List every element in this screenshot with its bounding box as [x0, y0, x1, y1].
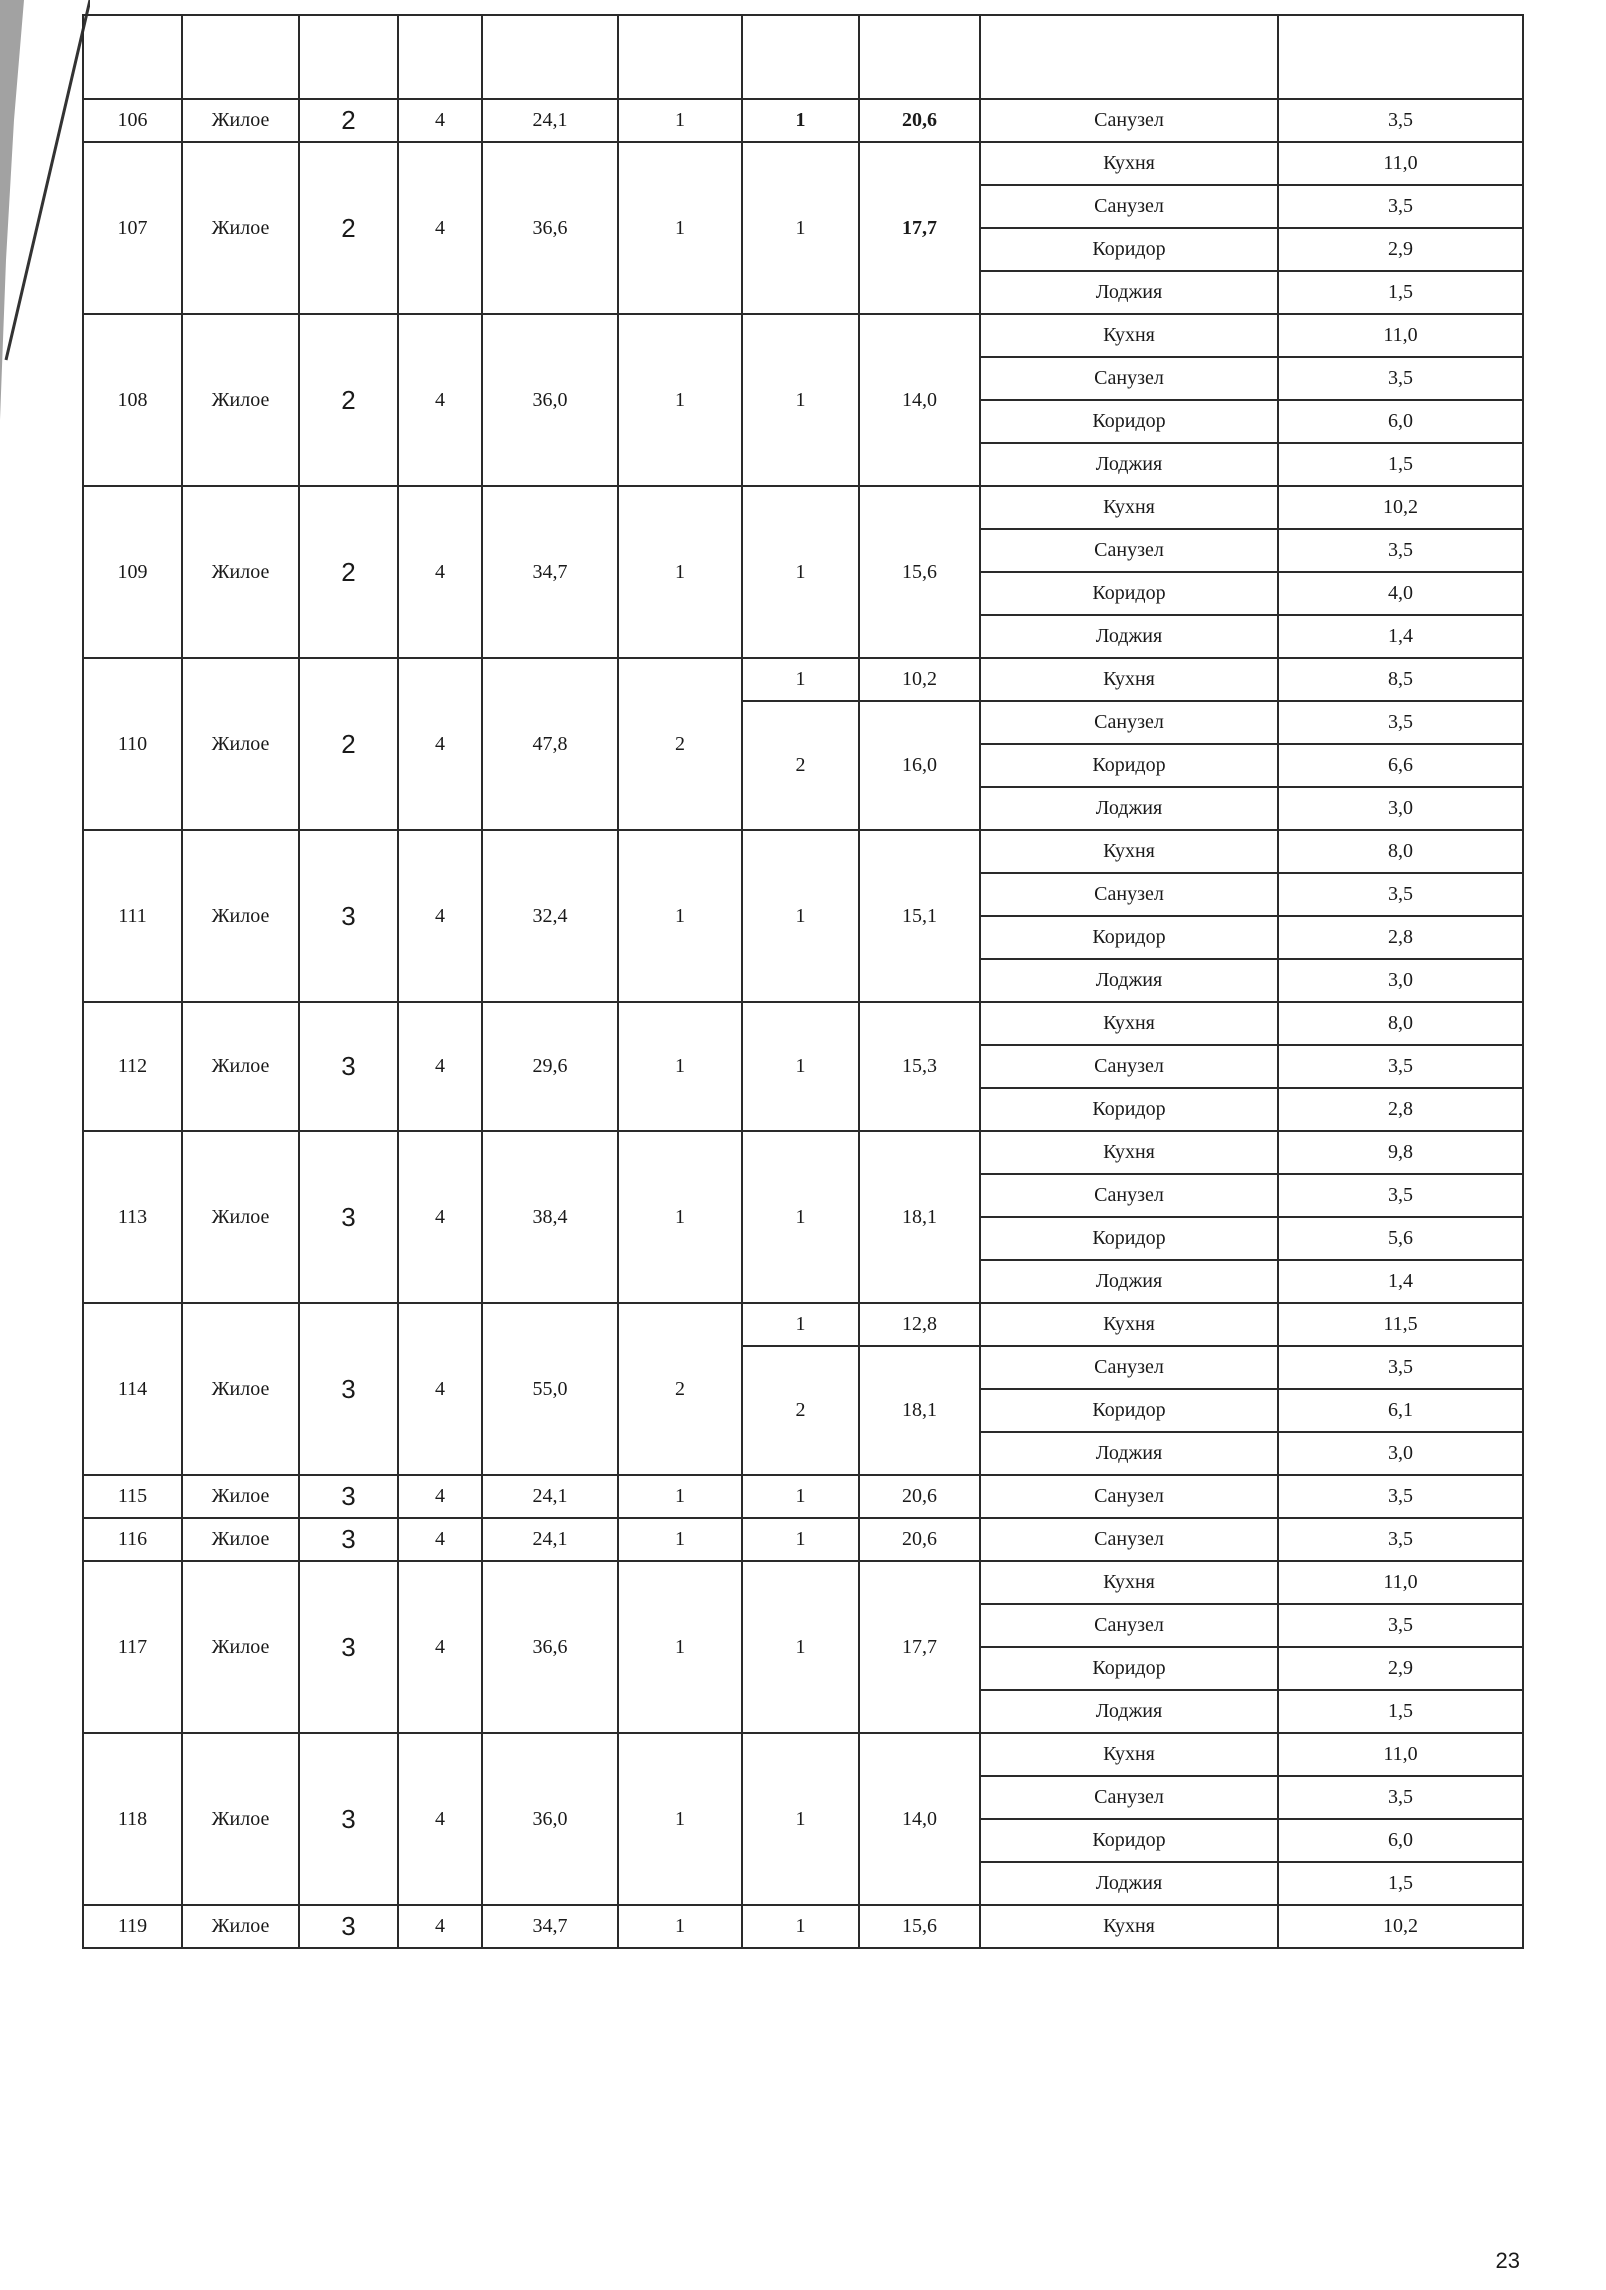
table-row: [83, 1002, 1523, 1045]
header-cell: [742, 15, 859, 99]
table-body: [83, 15, 1523, 1948]
total-area-cell: 36,6: [482, 142, 618, 314]
room-area-cell: 20,6: [859, 99, 980, 142]
aux-room-area-cell: 3,5: [1278, 1346, 1523, 1389]
aux-room-name-cell: Санузел: [980, 1346, 1278, 1389]
aux-room-name-cell: Коридор: [980, 1389, 1278, 1432]
apartment-number-cell: 114: [83, 1303, 182, 1475]
aux-room-name-cell: Кухня: [980, 830, 1278, 873]
scan-edge-mark: [0, 0, 90, 420]
apartment-number-cell: 108: [83, 314, 182, 486]
table-row: [83, 1561, 1523, 1604]
aux-room-area-cell: 3,0: [1278, 1432, 1523, 1475]
aux-room-area-cell: 10,2: [1278, 1905, 1523, 1948]
room-area-cell: 17,7: [859, 1561, 980, 1733]
apartment-number-cell: 111: [83, 830, 182, 1002]
total-area-cell: 55,0: [482, 1303, 618, 1475]
table-row: [83, 142, 1523, 185]
column-4-cell: 4: [398, 1561, 482, 1733]
aux-room-name-cell: Кухня: [980, 1905, 1278, 1948]
aux-room-area-cell: 10,2: [1278, 486, 1523, 529]
floor-cell: 2: [299, 658, 398, 830]
apartment-type-cell: Жилое: [182, 1561, 299, 1733]
aux-room-name-cell: Коридор: [980, 400, 1278, 443]
aux-room-name-cell: Санузел: [980, 1776, 1278, 1819]
aux-room-area-cell: 3,5: [1278, 1045, 1523, 1088]
column-4-cell: 4: [398, 1905, 482, 1948]
aux-room-name-cell: Кухня: [980, 1002, 1278, 1045]
header-cell: [398, 15, 482, 99]
floor-cell: 2: [299, 486, 398, 658]
page-number: 23: [1495, 2248, 1520, 2273]
room-area-cell: 15,6: [859, 486, 980, 658]
total-area-cell: 36,6: [482, 1561, 618, 1733]
apartment-number-cell: 109: [83, 486, 182, 658]
table-row: [83, 1303, 1523, 1346]
rooms-count-cell: 1: [618, 1905, 742, 1948]
room-area-cell: 15,6: [859, 1905, 980, 1948]
total-area-cell: 36,0: [482, 1733, 618, 1905]
rooms-count-cell: 1: [618, 142, 742, 314]
apartment-type-cell: Жилое: [182, 1518, 299, 1561]
rooms-count-cell: 2: [618, 658, 742, 830]
aux-room-area-cell: 1,5: [1278, 1862, 1523, 1905]
room-area-cell: 14,0: [859, 314, 980, 486]
rooms-count-cell: 2: [618, 1303, 742, 1475]
table-row: [83, 1733, 1523, 1776]
aux-room-name-cell: Лоджия: [980, 1690, 1278, 1733]
room-number-cell: 1: [742, 1475, 859, 1518]
apartment-number-cell: 107: [83, 142, 182, 314]
aux-room-area-cell: 3,5: [1278, 529, 1523, 572]
aux-room-area-cell: 6,0: [1278, 400, 1523, 443]
room-number-cell: 1: [742, 658, 859, 701]
aux-room-area-cell: 3,5: [1278, 701, 1523, 744]
apartment-number-cell: 113: [83, 1131, 182, 1303]
floor-cell: 3: [299, 1561, 398, 1733]
total-area-cell: 47,8: [482, 658, 618, 830]
aux-room-area-cell: 3,5: [1278, 357, 1523, 400]
aux-room-area-cell: 11,0: [1278, 1561, 1523, 1604]
room-number-cell: 1: [742, 830, 859, 1002]
aux-room-name-cell: Лоджия: [980, 615, 1278, 658]
aux-room-name-cell: Санузел: [980, 1604, 1278, 1647]
aux-room-name-cell: Лоджия: [980, 787, 1278, 830]
room-area-cell: 17,7: [859, 142, 980, 314]
floor-cell: 3: [299, 1002, 398, 1131]
room-number-cell: 2: [742, 701, 859, 830]
table-row: [83, 1131, 1523, 1174]
aux-room-name-cell: Коридор: [980, 572, 1278, 615]
column-4-cell: 4: [398, 1475, 482, 1518]
rooms-count-cell: 1: [618, 1561, 742, 1733]
aux-room-name-cell: Коридор: [980, 1217, 1278, 1260]
room-area-cell: 20,6: [859, 1475, 980, 1518]
floor-cell: 3: [299, 1131, 398, 1303]
header-cell: [182, 15, 299, 99]
rooms-count-cell: 1: [618, 99, 742, 142]
aux-room-area-cell: 3,0: [1278, 959, 1523, 1002]
aux-room-name-cell: Кухня: [980, 486, 1278, 529]
apartment-number-cell: 112: [83, 1002, 182, 1131]
aux-room-name-cell: Коридор: [980, 916, 1278, 959]
room-number-cell: 1: [742, 1131, 859, 1303]
apartment-number-cell: 115: [83, 1475, 182, 1518]
header-cell: [1278, 15, 1523, 99]
aux-room-area-cell: 6,6: [1278, 744, 1523, 787]
apartment-number-cell: 110: [83, 658, 182, 830]
column-4-cell: 4: [398, 1131, 482, 1303]
apartment-type-cell: Жилое: [182, 1733, 299, 1905]
rooms-count-cell: 1: [618, 830, 742, 1002]
aux-room-name-cell: Санузел: [980, 99, 1278, 142]
table-header-row: [83, 15, 1523, 99]
room-area-cell: 20,6: [859, 1518, 980, 1561]
room-number-cell: 1: [742, 99, 859, 142]
floor-cell: 3: [299, 1733, 398, 1905]
apartment-type-cell: Жилое: [182, 1002, 299, 1131]
aux-room-name-cell: Санузел: [980, 873, 1278, 916]
header-cell: [299, 15, 398, 99]
room-area-cell: 18,1: [859, 1346, 980, 1475]
apartments-table: [82, 14, 1524, 1949]
total-area-cell: 29,6: [482, 1002, 618, 1131]
total-area-cell: 34,7: [482, 486, 618, 658]
aux-room-area-cell: 1,5: [1278, 443, 1523, 486]
column-4-cell: 4: [398, 142, 482, 314]
room-area-cell: 12,8: [859, 1303, 980, 1346]
floor-cell: 3: [299, 1905, 398, 1948]
column-4-cell: 4: [398, 486, 482, 658]
aux-room-name-cell: Коридор: [980, 1819, 1278, 1862]
column-4-cell: 4: [398, 1002, 482, 1131]
aux-room-name-cell: Кухня: [980, 1303, 1278, 1346]
aux-room-area-cell: 11,0: [1278, 1733, 1523, 1776]
aux-room-area-cell: 1,4: [1278, 615, 1523, 658]
aux-room-name-cell: Лоджия: [980, 1862, 1278, 1905]
aux-room-name-cell: Коридор: [980, 744, 1278, 787]
aux-room-area-cell: 11,0: [1278, 142, 1523, 185]
aux-room-name-cell: Кухня: [980, 1131, 1278, 1174]
aux-room-name-cell: Лоджия: [980, 959, 1278, 1002]
aux-room-area-cell: 3,5: [1278, 1475, 1523, 1518]
rooms-count-cell: 1: [618, 314, 742, 486]
column-4-cell: 4: [398, 1733, 482, 1905]
aux-room-area-cell: 4,0: [1278, 572, 1523, 615]
aux-room-area-cell: 2,9: [1278, 228, 1523, 271]
table-row: [83, 830, 1523, 873]
aux-room-name-cell: Лоджия: [980, 1260, 1278, 1303]
apartment-number-cell: 118: [83, 1733, 182, 1905]
aux-room-name-cell: Лоджия: [980, 1432, 1278, 1475]
room-area-cell: 14,0: [859, 1733, 980, 1905]
aux-room-name-cell: Санузел: [980, 357, 1278, 400]
apartment-number-cell: 116: [83, 1518, 182, 1561]
floor-cell: 2: [299, 314, 398, 486]
floor-cell: 2: [299, 142, 398, 314]
aux-room-name-cell: Коридор: [980, 1088, 1278, 1131]
aux-room-name-cell: Кухня: [980, 1733, 1278, 1776]
aux-room-area-cell: 3,5: [1278, 1174, 1523, 1217]
aux-room-name-cell: Кухня: [980, 1561, 1278, 1604]
aux-room-name-cell: Санузел: [980, 185, 1278, 228]
room-area-cell: 15,1: [859, 830, 980, 1002]
floor-cell: 2: [299, 99, 398, 142]
column-4-cell: 4: [398, 1303, 482, 1475]
table-row: [83, 658, 1523, 701]
aux-room-area-cell: 2,8: [1278, 916, 1523, 959]
room-number-cell: 2: [742, 1346, 859, 1475]
apartment-type-cell: Жилое: [182, 142, 299, 314]
aux-room-name-cell: Санузел: [980, 529, 1278, 572]
aux-room-area-cell: 8,5: [1278, 658, 1523, 701]
column-4-cell: 4: [398, 314, 482, 486]
room-number-cell: 1: [742, 1303, 859, 1346]
aux-room-area-cell: 11,5: [1278, 1303, 1523, 1346]
header-cell: [859, 15, 980, 99]
room-number-cell: 1: [742, 142, 859, 314]
room-number-cell: 1: [742, 1561, 859, 1733]
room-area-cell: 16,0: [859, 701, 980, 830]
floor-cell: 3: [299, 1475, 398, 1518]
apartment-type-cell: Жилое: [182, 830, 299, 1002]
total-area-cell: 24,1: [482, 1518, 618, 1561]
aux-room-area-cell: 6,0: [1278, 1819, 1523, 1862]
aux-room-area-cell: 3,5: [1278, 185, 1523, 228]
apartment-type-cell: Жилое: [182, 1905, 299, 1948]
aux-room-area-cell: 1,5: [1278, 1690, 1523, 1733]
column-4-cell: 4: [398, 99, 482, 142]
aux-room-area-cell: 9,8: [1278, 1131, 1523, 1174]
apartment-type-cell: Жилое: [182, 1131, 299, 1303]
aux-room-name-cell: Кухня: [980, 658, 1278, 701]
aux-room-area-cell: 6,1: [1278, 1389, 1523, 1432]
aux-room-area-cell: 3,5: [1278, 1604, 1523, 1647]
header-cell: [83, 15, 182, 99]
room-number-cell: 1: [742, 486, 859, 658]
aux-room-area-cell: 8,0: [1278, 1002, 1523, 1045]
total-area-cell: 38,4: [482, 1131, 618, 1303]
aux-room-name-cell: Лоджия: [980, 443, 1278, 486]
aux-room-area-cell: 3,5: [1278, 873, 1523, 916]
total-area-cell: 24,1: [482, 99, 618, 142]
aux-room-area-cell: 2,9: [1278, 1647, 1523, 1690]
rooms-count-cell: 1: [618, 1475, 742, 1518]
floor-cell: 3: [299, 830, 398, 1002]
aux-room-name-cell: Санузел: [980, 1045, 1278, 1088]
apartment-number-cell: 117: [83, 1561, 182, 1733]
header-cell: [482, 15, 618, 99]
apartment-type-cell: Жилое: [182, 99, 299, 142]
aux-room-area-cell: 3,0: [1278, 787, 1523, 830]
aux-room-name-cell: Коридор: [980, 228, 1278, 271]
aux-room-name-cell: Санузел: [980, 1518, 1278, 1561]
rooms-count-cell: 1: [618, 1518, 742, 1561]
rooms-count-cell: 1: [618, 1131, 742, 1303]
floor-cell: 3: [299, 1303, 398, 1475]
apartment-number-cell: 119: [83, 1905, 182, 1948]
floor-cell: 3: [299, 1518, 398, 1561]
aux-room-name-cell: Санузел: [980, 1475, 1278, 1518]
room-number-cell: 1: [742, 1002, 859, 1131]
apartment-number-cell: 106: [83, 99, 182, 142]
room-area-cell: 10,2: [859, 658, 980, 701]
apartment-type-cell: Жилое: [182, 658, 299, 830]
rooms-count-cell: 1: [618, 1002, 742, 1131]
room-number-cell: 1: [742, 1518, 859, 1561]
aux-room-area-cell: 1,5: [1278, 271, 1523, 314]
apartment-type-cell: Жилое: [182, 486, 299, 658]
aux-room-area-cell: 1,4: [1278, 1260, 1523, 1303]
aux-room-area-cell: 3,5: [1278, 99, 1523, 142]
room-area-cell: 15,3: [859, 1002, 980, 1131]
column-4-cell: 4: [398, 1518, 482, 1561]
aux-room-name-cell: Кухня: [980, 142, 1278, 185]
table-row: [83, 314, 1523, 357]
rooms-count-cell: 1: [618, 1733, 742, 1905]
aux-room-name-cell: Лоджия: [980, 271, 1278, 314]
column-4-cell: 4: [398, 830, 482, 1002]
aux-room-area-cell: 8,0: [1278, 830, 1523, 873]
room-number-cell: 1: [742, 314, 859, 486]
aux-room-name-cell: Санузел: [980, 1174, 1278, 1217]
column-4-cell: 4: [398, 658, 482, 830]
aux-room-area-cell: 2,8: [1278, 1088, 1523, 1131]
aux-room-area-cell: 3,5: [1278, 1776, 1523, 1819]
aux-room-name-cell: Кухня: [980, 314, 1278, 357]
aux-room-name-cell: Санузел: [980, 701, 1278, 744]
room-area-cell: 18,1: [859, 1131, 980, 1303]
header-cell: [980, 15, 1278, 99]
room-number-cell: 1: [742, 1905, 859, 1948]
apartment-type-cell: Жилое: [182, 1475, 299, 1518]
total-area-cell: 24,1: [482, 1475, 618, 1518]
aux-room-area-cell: 5,6: [1278, 1217, 1523, 1260]
apartment-type-cell: Жилое: [182, 314, 299, 486]
header-cell: [618, 15, 742, 99]
total-area-cell: 32,4: [482, 830, 618, 1002]
apartment-type-cell: Жилое: [182, 1303, 299, 1475]
aux-room-name-cell: Коридор: [980, 1647, 1278, 1690]
rooms-count-cell: 1: [618, 486, 742, 658]
aux-room-area-cell: 3,5: [1278, 1518, 1523, 1561]
aux-room-area-cell: 11,0: [1278, 314, 1523, 357]
table-row: [83, 486, 1523, 529]
room-number-cell: 1: [742, 1733, 859, 1905]
total-area-cell: 34,7: [482, 1905, 618, 1948]
total-area-cell: 36,0: [482, 314, 618, 486]
